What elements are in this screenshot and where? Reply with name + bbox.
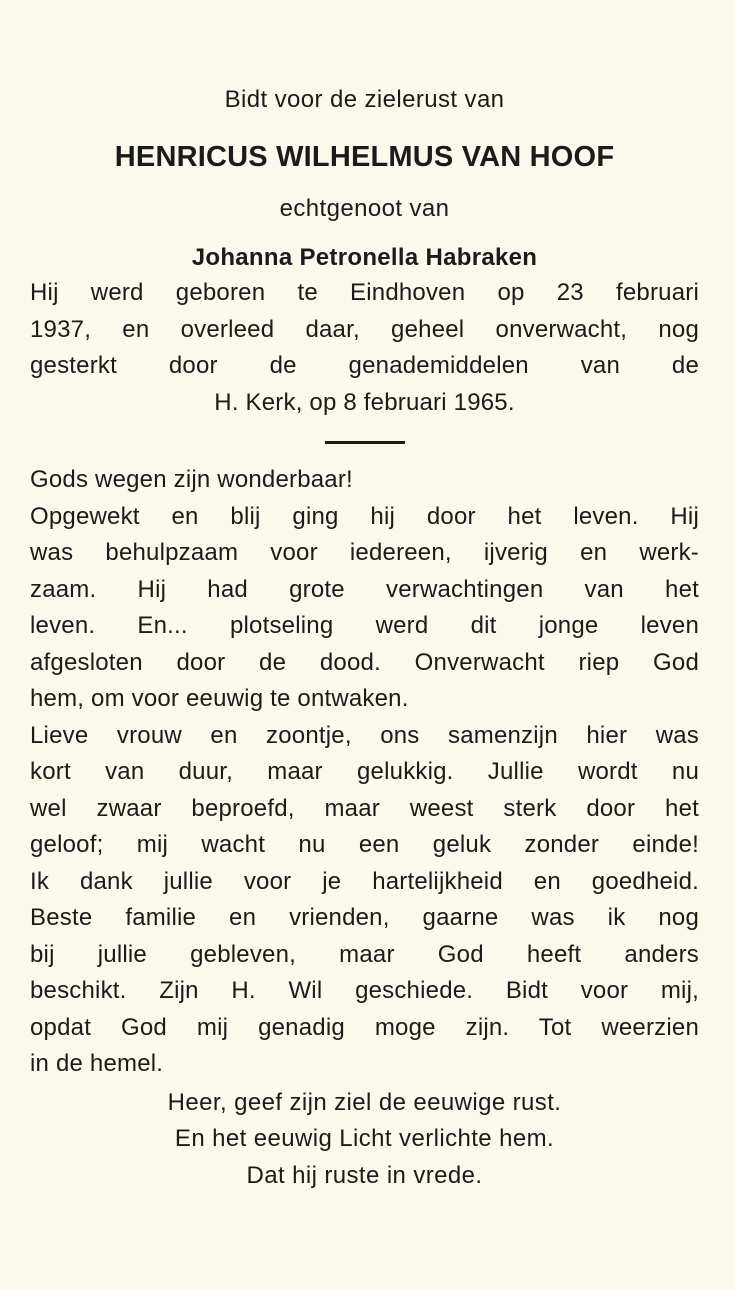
text-line: leven. En... plotseling werd dit jonge leven (30, 612, 699, 639)
text-line: hem, om voor eeuwig te ontwaken. (30, 685, 409, 712)
invite-line: Bidt voor de zielerust van (224, 86, 505, 113)
text-line: afgesloten door de dood. Onverwacht riep God (30, 648, 699, 676)
text-line: was behulpzaam voor iedereen, ijverig en werk- (30, 539, 699, 566)
text-line: opdat God mij genadig moge zijn. Tot weerzien (30, 1013, 699, 1041)
text-line: Ik dank jullie voor je hartelijkheid en goedheid. (30, 867, 699, 895)
text-line: wel zwaar beproefd, maar weest sterk door het (30, 794, 699, 822)
text-paragraph-2 (30, 718, 699, 1083)
closing-prayer (30, 1085, 699, 1195)
spouse-label: echtgenoot van (279, 194, 450, 222)
text-line: Gods wegen zijn wonderbaar! (30, 466, 353, 493)
text-line: bij jullie gebleven, maar God heeft anders (30, 940, 699, 968)
bio-line: gesterkt door de genademiddelen van de (30, 352, 699, 379)
text-line: Opgewekt en blij ging hij door het leven. Hij (30, 502, 699, 530)
text-line: kort van duur, maar gelukkig. Jullie wordt nu (30, 758, 699, 785)
biography (30, 275, 699, 421)
prayer-line: Dat hij ruste in vrede. (246, 1161, 483, 1189)
text-line: zaam. Hij had grote verwachtingen van het (30, 575, 699, 603)
text-line: Beste familie en vrienden, gaarne was ik nog (30, 904, 699, 931)
text-line: in de hemel. (30, 1050, 164, 1077)
spouse-name: Johanna Petronella Habraken (191, 244, 538, 271)
bio-line: Hij werd geboren te Eindhoven op 23 februari (30, 279, 699, 306)
deceased-name: HENRICUS WILHELMUS VAN HOOF (114, 140, 615, 173)
text-paragraph-1 (30, 462, 699, 718)
text-line: beschikt. Zijn H. Wil geschiede. Bidt voor mij, (30, 977, 699, 1004)
bio-line: H. Kerk, op 8 februari 1965. (214, 388, 515, 416)
prayer-line: En het eeuwig Licht verlichte hem. (174, 1125, 555, 1152)
prayer-line: Heer, geef zijn ziel de eeuwige rust. (167, 1088, 562, 1116)
text-line: geloof; mij wacht nu een geluk zonder einde! (30, 831, 699, 858)
divider (325, 441, 405, 444)
text-line: Lieve vrouw en zoontje, ons samenzijn hier was (30, 721, 699, 749)
bio-line: 1937, en overleed daar, geheel onverwacht, nog (30, 315, 699, 343)
